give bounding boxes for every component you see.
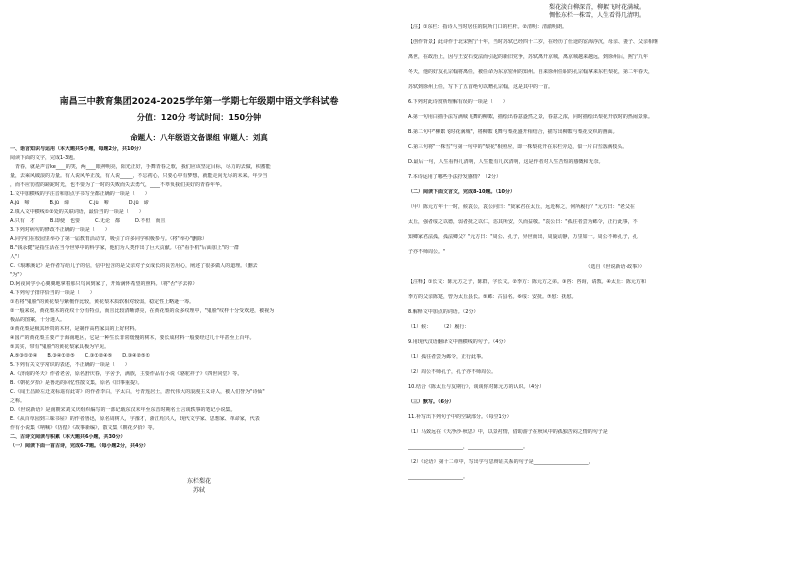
text-line: 2.填入文中横线①②处的关联词语，最恰当的一项是（ ）: [10, 209, 144, 215]
exam-authors: 命题人：八年级语文备课组 审题人：刘真: [130, 133, 268, 142]
text-line: 人"）: [10, 254, 23, 260]
right-column: [402, 0, 792, 562]
text-line: （三）默写。（6分）: [408, 399, 454, 405]
text-line: 4.下列句子排序恰当的一项是（ ）: [10, 290, 95, 296]
text-line: B."钱永健"是指生活在当今世界中的科学家，他们为人类作出了巨大贡献。（在"看手机"后面加上"的一群: [10, 245, 240, 251]
text-line: E.《从百草园到三味书屋》的作者鲁迅，原名周树人，字豫才，浙江绍兴人，现代文学家、思想家、革命家，代表: [10, 416, 260, 422]
text-line: D.阿夜同学小心翼翼地拿着那只鸟回到家了，开始满怀希望的照料。（将"否"字去掉）: [10, 281, 198, 287]
poem-title: 东栏梨花: [186, 478, 211, 485]
text-line: 11.补写出下列句子中的空缺部分。（每空1分）: [408, 414, 512, 420]
text-line: 太丘，强者绥之以德，弱者抚之以仁，恣其所安，久而益敬。"袁公曰："孤往者尝为邺令，正行此事，不: [408, 219, 638, 225]
text-line: 【注】①东栏：指诗人当时居住的院所门口的栏杆。②清明：清澈明朗。: [408, 24, 567, 30]
text-line: ，而不应彷徨的蹉跎时光，也不要为了一时的失败而失去勇气，____不辜负我们美好的青春年华。: [10, 182, 226, 188]
text-line: 作有小说集《呐喊》《彷徨》《故事新编》，散文集《朝花夕拾》等。: [10, 425, 158, 431]
poem-line-2: 惆怅东栏一株雪，人生看得几清明。: [548, 12, 645, 19]
text-line: C.第三句将"一株雪"与第一句中的"梨花"相照应，即一株梨花开在东栏旁边，似一片白雪落满枝头。: [408, 144, 628, 150]
text-line: 9.用现代汉语翻译文中画横线的句子。（4分）: [408, 339, 509, 345]
text-line: 阅读下面的文字，完成1-3题。: [10, 155, 79, 161]
text-line: 7.本诗运用了哪些手法抒发感情？（2分）: [408, 174, 501, 180]
text-line: 子亦不师周公。": [408, 249, 446, 255]
text-line: C.《闻王昌龄左迁龙标遥有此寄》的作者李白，字太白，号青莲居士，唐代伟大的浪漫主义诗人，被人们誉为"诗仙": [10, 389, 265, 395]
text-line: （2）《论语》第十二章中，写出学与思辩证关系的句子是______________________，: [408, 459, 594, 465]
left-column: [4, 0, 394, 562]
text-line: 冬天，他的好友孔宗翰将离任，被任命为东京密州的知州。自来徐州任职的孔宗翰拿来东栏梨花，第二年春天，: [408, 69, 654, 75]
text-line: A.只有 才 B.即使 也要 C.无论 都 D.不但 而且: [10, 218, 166, 224]
text-line: ⑤其实，带有"鬼脸"的黄花梨家具极为罕见。: [10, 344, 110, 350]
text-line: "为"）: [10, 272, 25, 278]
text-line: 3.下列对病句的修改不正确的一项是（ ）: [10, 227, 110, 233]
text-line: ④国产的黄花梨主要产于海南地区，它是一种生长非常缓慢的树木，要长成材料一般要经过几十年甚至上百年。: [10, 335, 255, 341]
text-line: 极品的图案，十分迷人。: [10, 317, 66, 323]
poem-author: 苏轼: [192, 487, 205, 494]
poem-line-1: 梨花淡白柳深青，柳絮飞时花满城。: [548, 4, 645, 11]
text-line: 之称。: [10, 398, 26, 404]
text-line: A.《济南的冬天》作者老舍，原名舒庆春，字舍予，满族，主要作品有小说《骆驼祥子》《四世同堂》等。: [10, 371, 243, 377]
text-line: 知卿家君法孤，孤法卿父？"元方曰："周公、孔子，异世而出，周旋动静，万里如一。周公不师孔子，孔: [408, 234, 638, 240]
text-line: （甲）陈元方年十一时，候袁公，袁公问曰："贤家君在太丘，远近称之，何所履行？"元方曰："老父在: [408, 204, 635, 210]
text-line: D.最后一句，人生看得几清明，人生能有几次清明，这是作者对人生苦短的感慨和无奈。: [408, 159, 604, 165]
text-line: 量，去乘风破浪的力量。有人说风华正茂，有人说_____，不忘初心，只要心中有梦想，就能走向无尽的未来。年少当: [10, 173, 268, 179]
text-line: 1.文中加横线的字注音和加点字书写全都正确的一项是（ ）: [10, 191, 150, 197]
text-line: （1）候： （2）履行：: [408, 324, 470, 330]
text-line: A.⑤③①②④ B.③④①②⑤ C.③①②④⑤ D.③④②⑤①: [10, 353, 151, 359]
exam-title: 南昌三中教育集团2024-2025学年第一学期七年级期中语文学科试卷: [59, 97, 339, 107]
text-line: B.第二句中"柳絮飞时花满城"，将柳絮飞舞与梨花盛开相结合，描写出柳絮与梨花交织的画面。: [408, 129, 618, 135]
text-line: 6.下列对此诗赏析理解有误的一项是（ ）: [408, 99, 508, 105]
text-line: ②一般来说，黄花梨木的花纹十分有特点，而且比较清晰漂亮，在黄花梨的众多纹理中，"鬼脸"纹样十分受欢迎，被视为: [10, 308, 275, 314]
text-line: A.第一句用白描手法写满城飞舞的柳絮，描绘出春意盎然之景，春意之浓，同时描绘出梨花开放时的热闹景象。: [408, 114, 653, 120]
text-line: 10.结合《陈太丘与友期行》，谈谈你对陈元方的认识。（4分）: [408, 384, 545, 390]
text-line: A.jū 啼 B.jū 谛 C.jù 啼 D.jū 谛: [10, 200, 149, 206]
text-line: （1）马致远在《天净沙·秋思》中，以景衬情，借助游子在秋风中的孤独苦闷之情的句子是: [408, 429, 608, 435]
text-line: 【创作背景】此诗作于北宋熙宁十年，当时苏轼已经四十二岁，在经历了仕途的宦海浮沉，母亲、妻子、父亲相继: [408, 39, 659, 45]
text-line: 季方的父亲陈寔，曾为太丘县长。⑤邺：古县名。⑥绥：安抚。⑦慰：抚慰。: [408, 294, 577, 300]
text-line: 离世，在政治上，因与王安石变法而引起的新旧党争，苏轼离开京城，离京城越来越远，到徐州后，熙宁九年: [408, 54, 649, 60]
score-time: 分值：120分 考试时间：150分钟: [136, 113, 262, 122]
text-line: ______________________。: [408, 474, 469, 480]
text-line: 【注释】①长文：陈元方之子，陈群，字长文。②季方：陈元方之弟。③咨：咨询，请教。④太丘：陈元方和: [408, 279, 646, 285]
text-line: D.《世说新语》是南朝宋刘义庆组织编写的一部记载东汉末年至东晋时期名士言谈轶事的笔记小说集。: [10, 407, 236, 413]
text-line: 苏轼到徐州上任，写下了五首绝句以赠孔宗翰，这是其中的一首。: [408, 84, 554, 90]
text-line: 二、古诗文阅读与积累（本大题共6小题，共30分）: [10, 434, 126, 440]
text-line: 8.解释文中加点的词语。（2分）: [408, 309, 479, 315]
text-line: （1）孤往者尝为邺令，正行此事。: [408, 354, 487, 360]
text-line: （一）阅读下面一首古诗，完成6-7题。（每小题2分，共4分）: [10, 443, 149, 449]
text-line: ③黄花梨是极其珍贵的木材，是制作高档家具的上好材料。: [10, 326, 140, 332]
text-line: ①若将"鬼脸"的黄花梨与紫檀作比较，黄花梨木质软相对较弱，稳定性上略逊一筹。: [10, 299, 195, 305]
text-line: 一、语言知识与运用（本大题共5小题，每题2分，共10分）: [10, 146, 144, 152]
text-line: （二）阅读下面文言文，完成8-10题。（10分）: [408, 189, 515, 195]
text-line: B.《朝花夕拾》是鲁迅的回忆性散文集，原名《旧事重提》。: [10, 380, 143, 386]
text-line: 青春，就是声音ke____的笑，两____眼神明亮，阳光正好，手舞青春之歌，我们应该坚定目标，尽力的去做，积蓄能: [10, 164, 271, 170]
text-line: C.《琅琊溪记》是作者写给儿子的信，信中包含的是父亲对子女成长的良苦用心，阐述了很多做人的道理。（删去: [10, 263, 258, 269]
text-line: ______________________，______________________。: [408, 444, 529, 450]
text-line: （选自《世说新语·政事》）: [408, 264, 645, 270]
text-line: 5.下列有关文学常识的表述，不正确的一项是（ ）: [10, 362, 130, 368]
text-line: （2）周公不师孔子，孔子亦不师周公。: [408, 369, 497, 375]
text-line: A.同学们在校园里举办了第一届教育活动节，吸引了许多同学积极参与。（将"举办"删除）: [10, 236, 208, 242]
